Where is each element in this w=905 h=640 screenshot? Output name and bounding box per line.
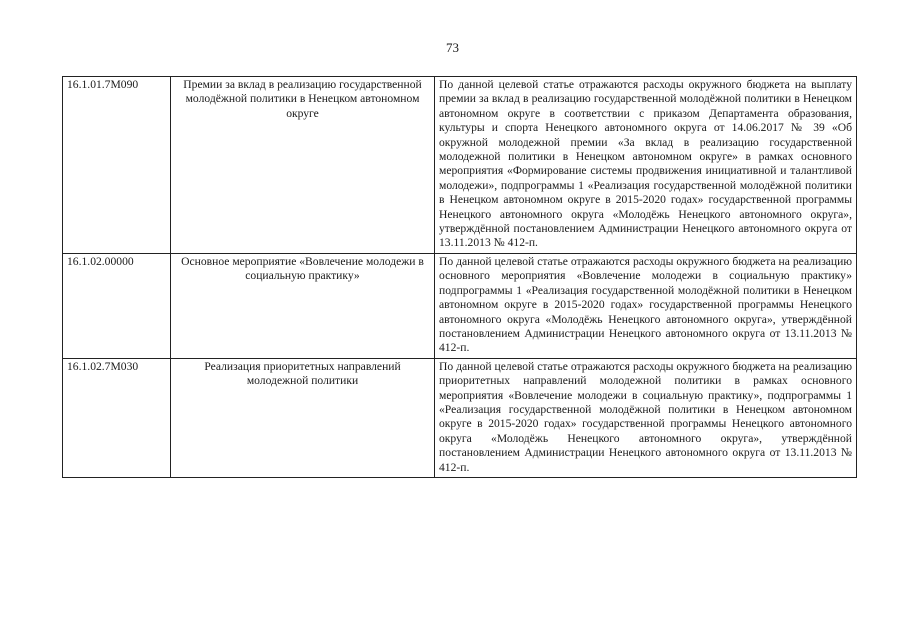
page-number: 73 <box>446 40 459 55</box>
target-article-description: По данной целевой статье отражаются расходы окружного бюджета на реализацию основного мероприятия «Вовлечение молодежи в социальную практику» подпрограммы 1 «Реализация государственной молодёжной политики в Ненецком автономном округе в 2015-2020 годах» государственной программы Ненецкого автономного округа «Молодёжь Ненецкого автономного округа», утверждённой постановлением Администрации Ненецкого автономного округа от 13.11.2013 № 412-п. <box>435 253 857 358</box>
target-article-name: Основное мероприятие «Вовлечение молодежи в социальную практику» <box>171 253 435 358</box>
target-article-code: 16.1.01.7М090 <box>63 77 171 254</box>
budget-classification-table <box>62 76 857 478</box>
target-article-name: Премии за вклад в реализацию государственной молодёжной политики в Ненецком автономном округе <box>171 77 435 254</box>
table-row <box>63 358 857 477</box>
target-article-description: По данной целевой статье отражаются расходы окружного бюджета на выплату премии за вклад в реализацию государственной молодёжной политики в Ненецком автономном округе в соответствии с приказом Департамента образования, культуры и спорта Ненецкого автономного округа от 14.06.2017 № 39 «Об окружной молодежной премии «За вклад в реализацию государственной молодежной политики в Ненецком автономном округе» в рамках основного мероприятия «Формирование системы продвижения инициативной и талантливой молодежи», подпрограммы 1 «Реализация государственной молодёжной политики в Ненецком автономном округе в 2015-2020 годах» государственной программы Ненецкого автономного округа «Молодёжь Ненецкого автономного округа», утверждённой постановлением Администрации Ненецкого автономного округа от 13.11.2013 № 412-п. <box>435 77 857 254</box>
table-row <box>63 77 857 254</box>
target-article-description: По данной целевой статье отражаются расходы окружного бюджета на реализацию приоритетных направлений молодежной политики в рамках основного мероприятия «Вовлечение молодежи в социальную практику», подпрограммы 1 «Реализация государственной молодёжной политики в Ненецком автономном округе в 2015-2020 годах» государственной программы Ненецкого автономного округа «Молодёжь Ненецкого автономного округа», утверждённой постановлением Администрации Ненецкого автономного округа от 13.11.2013 № 412-п. <box>435 358 857 477</box>
target-article-code: 16.1.02.7М030 <box>63 358 171 477</box>
target-article-code: 16.1.02.00000 <box>63 253 171 358</box>
target-article-name: Реализация приоритетных направлений молодежной политики <box>171 358 435 477</box>
table-row <box>63 253 857 358</box>
